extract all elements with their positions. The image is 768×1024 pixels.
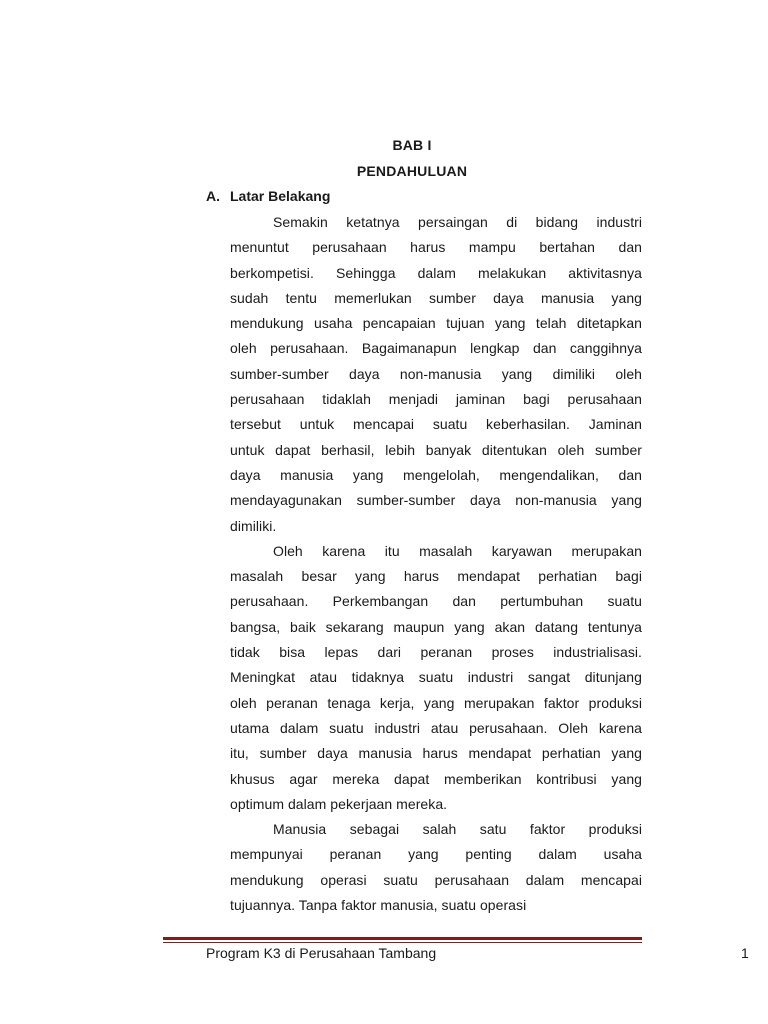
section-marker: A. — [206, 188, 220, 204]
body-line: untuk dapat berhasil, lebih banyak ditentukan oleh sumber — [230, 441, 642, 458]
body-line: optimum dalam pekerjaan mereka. — [230, 795, 448, 812]
body-line: sudah tentu memerlukan sumber daya manusia yang — [230, 289, 642, 306]
chapter-label: BAB I — [392, 137, 432, 153]
body-line: itu, sumber daya manusia harus mendapat perhatian yang — [230, 745, 642, 762]
body-line: tujuannya. Tanpa faktor manusia, suatu operasi — [230, 897, 527, 914]
page-number: 1 — [741, 945, 749, 961]
body-line: mendayagunakan sumber-sumber daya non-manusia yang — [230, 492, 642, 509]
body-line: tersebut untuk mencapai suatu keberhasilan. Jaminan — [230, 416, 642, 433]
body-line: oleh peranan tenaga kerja, yang merupakan faktor produksi — [230, 694, 642, 711]
body-line: utama dalam suatu industri atau perusahaan. Oleh karena — [230, 719, 642, 736]
body-line: Meningkat atau tidaknya suatu industri sangat ditunjang — [230, 669, 642, 686]
footer-rule-thick — [163, 937, 642, 940]
body-line: perusahaan tidaklah menjadi jaminan bagi perusahaan — [230, 391, 642, 408]
footer-title: Program K3 di Perusahaan Tambang — [206, 945, 437, 961]
body-line: Semakin ketatnya persaingan di bidang industri — [273, 214, 642, 230]
body-line: tidak bisa lepas dari peranan proses industrialisasi. — [230, 644, 642, 661]
body-line: menuntut perusahaan harus mampu bertahan dan — [230, 239, 642, 256]
section-heading — [206, 188, 330, 204]
body-line: dimiliki. — [230, 517, 277, 534]
body-line: bangsa, baik sekarang maupun yang akan datang tentunya — [230, 618, 642, 635]
footer-rule-thin — [163, 942, 642, 943]
body-line: Oleh karena itu masalah karyawan merupakan — [273, 542, 642, 559]
chapter-title: PENDAHULUAN — [356, 163, 468, 179]
body-paragraphs — [230, 210, 642, 918]
body-line: mendukung operasi suatu perusahaan dalam mencapai — [230, 871, 642, 888]
body-line: masalah besar yang harus mendapat perhatian bagi — [230, 568, 642, 585]
body-line: perusahaan. Perkembangan dan pertumbuhan suatu — [230, 593, 642, 610]
body-line: daya manusia yang mengelolah, mengendalikan, dan — [230, 466, 642, 483]
body-line: sumber-sumber daya non-manusia yang dimiliki oleh — [230, 365, 642, 382]
body-line: mempunyai peranan yang penting dalam usaha — [230, 846, 642, 863]
section-heading-text: Latar Belakang — [230, 188, 331, 204]
body-line: khusus agar mereka dapat memberikan kontribusi yang — [230, 770, 642, 787]
body-line: oleh perusahaan. Bagaimanapun lengkap dan canggihnya — [230, 340, 642, 357]
body-line: berkompetisi. Sehingga dalam melakukan aktivitasnya — [230, 264, 642, 281]
body-line: mendukung usaha pencapaian tujuan yang telah ditetapkan — [230, 315, 642, 332]
body-line: Manusia sebagai salah satu faktor produksi — [273, 821, 642, 838]
